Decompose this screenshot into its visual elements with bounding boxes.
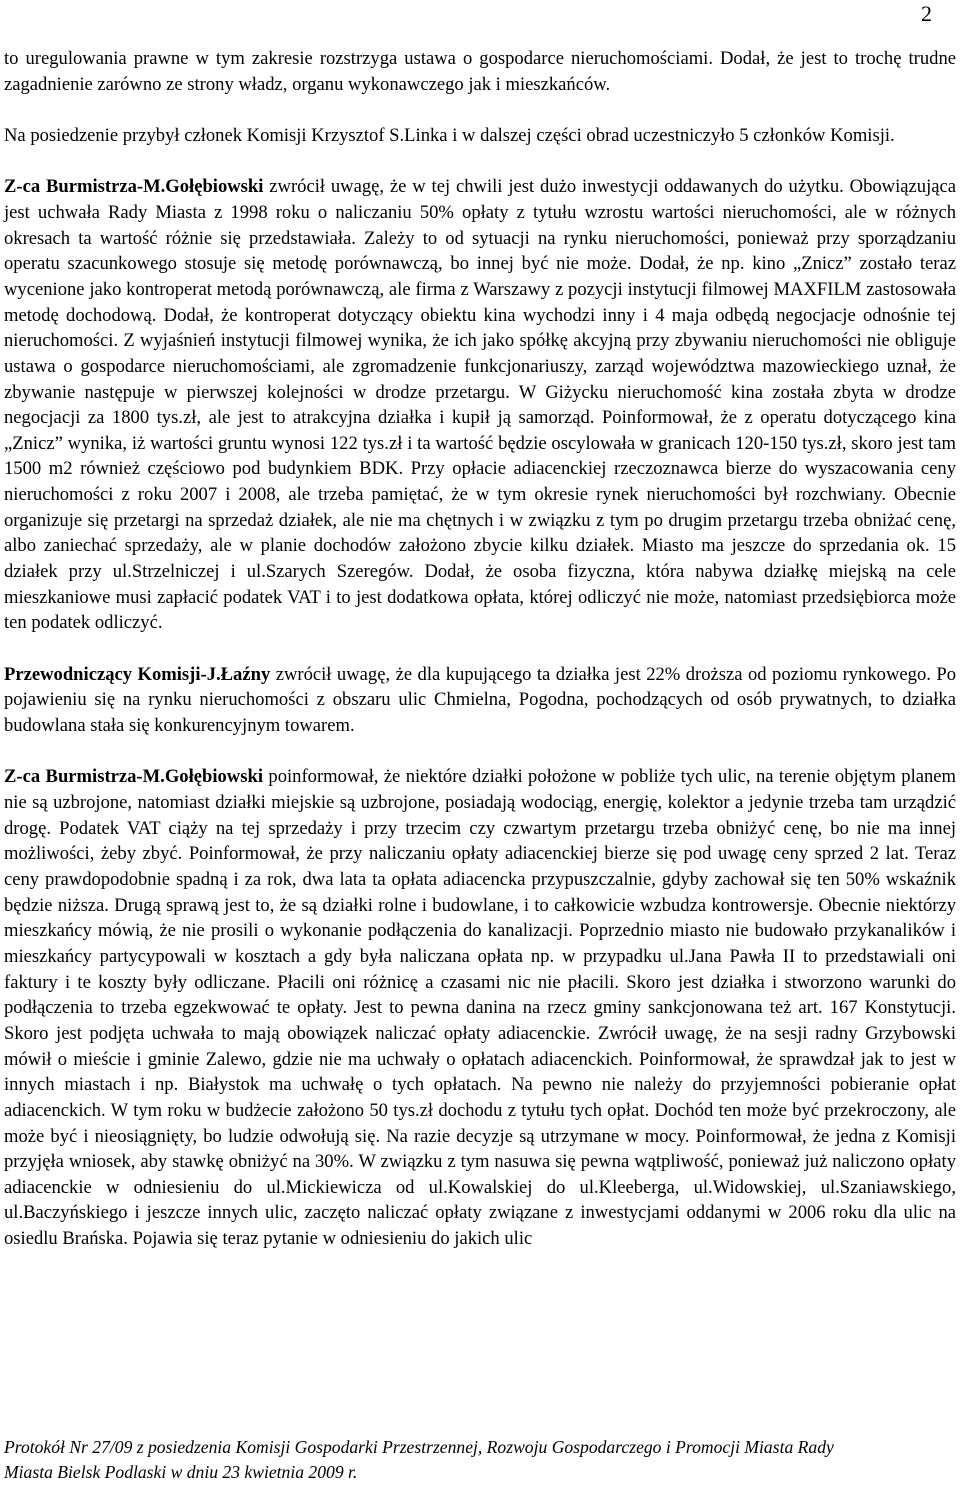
- speaker-paragraph: [4, 764, 956, 1251]
- paragraph-spacer: [4, 97, 956, 123]
- speaker-paragraph: [4, 174, 956, 636]
- paragraph-spacer: [4, 636, 956, 662]
- paragraph-text: to uregulowania prawne w tym zakresie rozstrzyga ustawa o gospodarce nieruchomościami. Dodał, że jest to trochę trudne zagadnienie zarówno ze strony władz, organu wykonawczego jak i mieszkańców.: [4, 48, 956, 95]
- footer-line: Miasta Bielsk Podlaski w dniu 23 kwietnia 2009 r.: [4, 1461, 358, 1482]
- paragraph: [4, 46, 956, 97]
- paragraph-text: zwrócił uwagę, że w tej chwili jest dużo inwestycji oddawanych do użytku. Obowiązująca jest uchwała Rady Miasta z 1998 roku o naliczaniu 50% opłaty z tytułu wzrostu wartości nieruchomości, ale w różnych okresach ta wartość różnie się przedstawiała. Zależy to od sytuacji na rynku nieruchomości, ponieważ przy sporządzaniu operatu szacunkowego stosuje się metodę porównawczą, bo innej być nie może. Dodał, że np. kino „Znicz” zostało teraz wycenione jako kontroperat metodą porównawczą, ale firma z Warszawy z pozycji instytucji filmowej MAXFILM zastosowała metodę dochodową. Dodał, że kontroperat dotyczący obiektu kina wychodzi inny i 4 maja odbędą negocjacje odnośnie tej nieruchomości. Z wyjaśnień instytucji filmowej wynika, że ich jako spółkę akcyjną przy zbywaniu nieruchomości nie obliguje ustawa o gospodarce nieruchomościami, ale zgromadzenie funkcjonariuszy, zarząd województwa mazowieckiego uznał, że zbywanie następuje w pierwszej kolejności w drodze przetargu. W Giżycku nieruchomość kina została zbyta w drodze negocjacji za 1800 tys.zł, ale jest to atrakcyjna działka i kupił ją samorząd. Poinformował, że z operatu dotyczącego kina „Znicz” wynika, iż wartości gruntu wynosi 122 tys.zł i ta wartość będzie oscylowała w granicach 120-150 tys.zł, skoro jest tam 1500 m2 również częściowo pod budynkiem BDK. Przy opłacie adiacenckiej rzeczoznawca bierze do wyszacowania ceny nieruchomości z roku 2007 i 2008, ale trzeba pamiętać, że w tym okresie rynek nieruchomości był rozchwiany. Obecnie organizuje się przetargi na sprzedaż działek, ale nie ma chętnych i w związku z tym po drugim przetargu trzeba obniżać cenę, albo zaniechać sprzedaży, ale w planie dochodów założono zbycie kilku działek. Miasto ma jeszcze do sprzedania ok. 15 działek przy ul.Strzelniczej i ul.Szarych Szeregów. Dodał, że osoba fizyczna, która nabywa działkę miejską na cele mieszkaniowe musi zapłacić podatek VAT i to jest dodatkowa opłata, której odliczyć nie może, natomiast przedsiębiorca może ten podatek odliczyć.: [4, 176, 956, 634]
- speaker-name: Z-ca Burmistrza-M.Gołębiowski: [4, 766, 263, 788]
- speaker-paragraph: [4, 662, 956, 739]
- speaker-name: Przewodniczący Komisji-J.Łaźny: [4, 663, 271, 685]
- paragraph-spacer: [4, 739, 956, 765]
- paragraph-text: poinformował, że niektóre działki położone w pobliże tych ulic, na terenie objętym planem nie są uzbrojone, natomiast działki miejskie są uzbrojone, posiadają wodociąg, energię, kolektor a jedynie trzeba tam urządzić drogę. Podatek VAT ciąży na tej sprzedaży i przy trzecim czy czwartym przetargu trzeba obniżyć cenę, bo nie ma innej możliwości, żeby zbyć. Poinformował, że przy naliczaniu opłaty adiacenckiej bierze się pod uwagę ceny sprzed 2 lat. Teraz ceny prawdopodobnie spadną i za rok, dwa lata ta opłata adiacencka przypuszczalnie, gdyby zachował się ten 50% wskaźnik będzie niższa. Drugą sprawą jest to, że są działki rolne i budowlane, i to całkowicie wzbudza kontrowersje. Obecnie niektórzy mieszkańcy mówią, że nie prosili o wykonanie podłączenia do kanalizacji. Poprzednio miasto nie budowało przykanalików i mieszkańcy partycypowali w kosztach a gdy była naliczana opłata np. w przypadku ul.Jana Pawła II to przedstawiali oni faktury i te koszty były odliczane. Płacili oni różnicę a czasami nic nie płacili. Skoro jest działka i stworzono warunki do podłączenia to trzeba egzekwować te opłaty. Jest to pewna danina na rzecz gminy sankcjonowana też art. 167 Konstytucji. Skoro jest podjęta uchwała to mają obowiązek naliczać opłaty adiacenckie. Zwrócił uwagę, że na sesji radny Grzybowski mówił o mieście i gminie Zalewo, gdzie nie ma uchwały o opłatach adiacenckich. Poinformował, że sprawdzał jak to jest w innych miastach i np. Białystok ma uchwałę o tych opłatach. Na pewno nie należy do przyjemności pobieranie opłat adiacenckich. W tym roku w budżecie założono 50 tys.zł dochodu z tytułu tych opłat. Dochód ten może być przekroczony, ale może być i nieosiągnięty, bo ludzie odwołują się. Na razie decyzje są utrzymane w mocy. Poinformował, że jedna z Komisji przyjęła wniosek, aby stawkę obniżyć na 30%. W związku z tym nasuwa się pewna wątpliwość, ponieważ już naliczono opłaty adiacenckie w odniesieniu do ul.Mickiewicza od ul.Kowalskiej do ul.Kleeberga, ul.Widowskiej, ul.Szaniawskiego, ul.Baczyńskiego i jeszcze innych ulic, zaczęto naliczać opłaty związane z inwestycjami oddanymi w 2006 roku dla ulic na osiedlu Brańska. Pojawia się teraz pytanie w odniesieniu do jakich ulic: [4, 766, 957, 1250]
- page-footer: [4, 1435, 956, 1484]
- paragraph-spacer: [4, 149, 956, 175]
- page-number: 2: [921, 1, 932, 26]
- paragraph-text: zwrócił uwagę, że dla kupującego ta działka jest 22% droższa od poziomu rynkowego. Po pojawieniu się na rynku nieruchomości z obszaru ulic Chmielna, Pogodna, pochodzących od osób prywatnych, to działka budowlana stała się konkurencyjnym towarem.: [4, 663, 956, 737]
- document-body: [4, 46, 956, 1252]
- paragraph-text: Na posiedzenie przybył członek Komisji Krzysztof S.Linka i w dalszej części obrad uczestniczyło 5 członków Komisji.: [4, 124, 895, 146]
- speaker-name: Z-ca Burmistrza-M.Gołębiowski: [4, 176, 264, 198]
- footer-line: Protokół Nr 27/09 z posiedzenia Komisji Gospodarki Przestrzennej, Rozwoju Gospodarczego i Promocji Miasta Rady: [4, 1437, 834, 1457]
- paragraph: [4, 123, 956, 149]
